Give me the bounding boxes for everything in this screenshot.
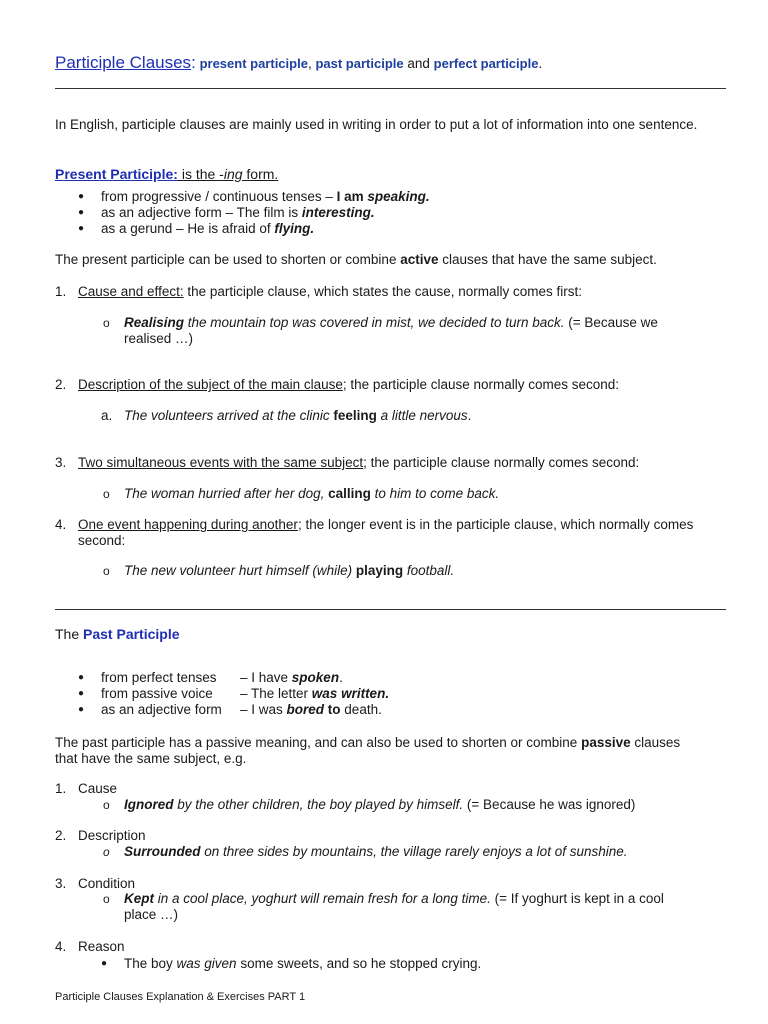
present-heading-label: Present Participle: — [55, 166, 178, 182]
example-plain: (= Because we — [564, 315, 658, 330]
past-bullet-3-label: as an adjective form — [101, 702, 222, 717]
explain-text: clauses that have the same subject. — [438, 252, 657, 267]
list-number: 2. — [55, 828, 67, 843]
past-explanation-line2: that have the same subject, e.g. — [55, 751, 247, 766]
bullet-marker: ● — [78, 223, 85, 234]
title-present: present participle — [199, 56, 308, 71]
present-heading-rest-a: is the - — [177, 166, 224, 182]
list-number: 1. — [55, 781, 67, 796]
example-plain: . — [467, 408, 472, 423]
list-marker: a. — [101, 408, 113, 423]
bullet-marker: ● — [78, 191, 85, 202]
bullet-emphasis: speaking. — [367, 189, 430, 204]
bullet-text: as an adjective form – The film is — [101, 205, 302, 220]
list-number: 4. — [55, 939, 67, 954]
divider-middle — [55, 609, 726, 610]
example-plain: (= If yoghurt is kept in a cool — [490, 891, 664, 906]
present-bullet-1 — [101, 189, 430, 205]
example-3 — [124, 486, 499, 502]
explain-bold: active — [400, 252, 439, 267]
present-bullet-2 — [101, 205, 375, 221]
past-example-4 — [124, 956, 481, 972]
bullet-marker: ● — [78, 688, 85, 699]
example-italic: was given — [176, 956, 237, 971]
example-2 — [124, 408, 471, 424]
example-bold: Kept — [124, 891, 154, 906]
present-item-3 — [78, 455, 639, 471]
past-explanation — [55, 735, 680, 751]
list-number: 2. — [55, 377, 67, 392]
present-bullet-3 — [101, 221, 314, 237]
example-plain: (= Because he was ignored) — [463, 797, 636, 812]
title-and: and — [407, 56, 430, 71]
explain-text: The past participle has a passive meaning, and can also be used to shorten or combine — [55, 735, 582, 750]
past-example-3 — [124, 891, 664, 907]
title-period: . — [538, 56, 543, 71]
present-heading-ing: ing — [223, 166, 243, 182]
example-plain: some sweets, and so he stopped crying. — [236, 956, 482, 971]
title-link[interactable]: Participle Clauses — [55, 53, 192, 72]
example-bold: Realising — [124, 315, 185, 330]
list-marker: o — [103, 564, 110, 578]
past-bullet-3 — [240, 702, 382, 718]
present-heading-rest-b: form. — [242, 166, 279, 182]
item-text: the participle clause, which states the cause, normally comes first: — [183, 284, 582, 299]
past-example-1 — [124, 797, 635, 813]
list-number: 4. — [55, 517, 67, 532]
item-text: ; the participle clause normally comes second: — [342, 377, 620, 392]
list-marker: o — [103, 487, 110, 501]
explain-bold: passive — [581, 735, 631, 750]
example-1 — [124, 315, 658, 331]
bullet-emphasis: flying. — [274, 221, 315, 236]
past-bullet-2 — [240, 686, 389, 702]
item-text: ; the longer event is in the participle clause, which normally comes — [297, 517, 694, 532]
bullet-marker: ● — [78, 704, 85, 715]
title-past: past participle — [315, 56, 404, 71]
list-number: 3. — [55, 876, 67, 891]
past-bullet-2-label: from passive voice — [101, 686, 213, 701]
example-italic: the mountain top was covered in mist, we decided to turn back. — [184, 315, 565, 330]
example-italic: on three sides by mountains, the village rarely enjoys a lot of sunshine. — [200, 844, 628, 859]
bullet-end: . — [339, 670, 343, 685]
example-bold: Ignored — [124, 797, 174, 812]
bullet-text: – The letter — [240, 686, 312, 701]
bullet-text: – I have — [240, 670, 292, 685]
example-italic: by the other children, the boy played by himself. — [173, 797, 464, 812]
example-bold: feeling — [333, 408, 377, 423]
page-footer: Participle Clauses Explanation & Exercises PART 1 — [55, 991, 306, 1003]
bullet-bold: to — [324, 702, 341, 717]
bullet-text: from progressive / continuous tenses – — [101, 189, 337, 204]
bullet-emphasis: was written. — [311, 686, 390, 701]
bullet-bold: I am — [336, 189, 368, 204]
item-label: Two simultaneous events with the same subject — [78, 455, 364, 470]
example-italic: football. — [403, 563, 455, 578]
explain-text: clauses — [630, 735, 681, 750]
present-explanation — [55, 252, 657, 268]
example-4 — [124, 563, 454, 579]
intro-text: In English, participle clauses are mainly used in writing in order to put a lot of information into one sentence. — [55, 117, 698, 132]
past-bullet-1-label: from perfect tenses — [101, 670, 217, 685]
list-marker: o — [103, 316, 110, 330]
title-comma: , — [307, 56, 312, 71]
past-item-4-label: Reason — [78, 939, 125, 954]
bullet-marker: ● — [78, 672, 85, 683]
example-bold: playing — [355, 563, 404, 578]
bullet-emphasis: interesting. — [301, 205, 375, 220]
example-italic: The new volunteer hurt himself (while) — [124, 563, 356, 578]
list-marker: o — [103, 892, 110, 906]
bullet-text: as a gerund – He is afraid of — [101, 221, 275, 236]
title-colon: : — [191, 53, 196, 72]
bullet-emphasis: spoken — [291, 670, 340, 685]
bullet-emphasis: bored — [286, 702, 325, 717]
item-label: Cause and effect: — [78, 284, 184, 299]
present-item-2 — [78, 377, 619, 393]
present-item-4 — [78, 517, 693, 533]
example-italic: a little nervous — [376, 408, 468, 423]
past-item-1-label: Cause — [78, 781, 118, 796]
present-item-1 — [78, 284, 582, 300]
past-item-2-label: Description — [78, 828, 146, 843]
example-italic: in a cool place, yoghurt will remain fresh for a long time. — [154, 891, 491, 906]
example-bold: Surrounded — [124, 844, 201, 859]
list-number: 1. — [55, 284, 67, 299]
list-marker: o — [103, 845, 110, 859]
example-italic: The woman hurried after her dog, — [124, 486, 329, 501]
present-heading — [55, 166, 278, 182]
past-heading-label: Past Participle — [83, 626, 180, 642]
divider-top — [55, 88, 726, 89]
bullet-text: – I was — [240, 702, 287, 717]
page-title — [55, 53, 542, 74]
present-item-4-line2: second: — [78, 533, 126, 548]
bullet-end: death. — [340, 702, 382, 717]
item-label: Description of the subject of the main clause — [78, 377, 343, 392]
list-number: 3. — [55, 455, 67, 470]
past-example-3-line2: place …) — [124, 907, 179, 922]
example-bold: calling — [328, 486, 371, 501]
past-heading-the: The — [55, 626, 84, 642]
explain-text: The present participle can be used to shorten or combine — [55, 252, 401, 267]
example-plain: The boy — [124, 956, 177, 971]
item-label: One event happening during another — [78, 517, 298, 532]
list-marker: o — [103, 798, 110, 812]
list-marker: ● — [101, 958, 108, 969]
past-item-3-label: Condition — [78, 876, 136, 891]
bullet-marker: ● — [78, 207, 85, 218]
example-italic: to him to come back. — [370, 486, 500, 501]
example-1-line2: realised …) — [124, 331, 194, 346]
past-bullet-1 — [240, 670, 343, 686]
example-italic: The volunteers arrived at the clinic — [124, 408, 334, 423]
item-text: ; the participle clause normally comes second: — [363, 455, 640, 470]
past-heading — [55, 626, 180, 642]
past-example-2 — [124, 844, 628, 860]
title-perfect: perfect participle — [433, 56, 539, 71]
